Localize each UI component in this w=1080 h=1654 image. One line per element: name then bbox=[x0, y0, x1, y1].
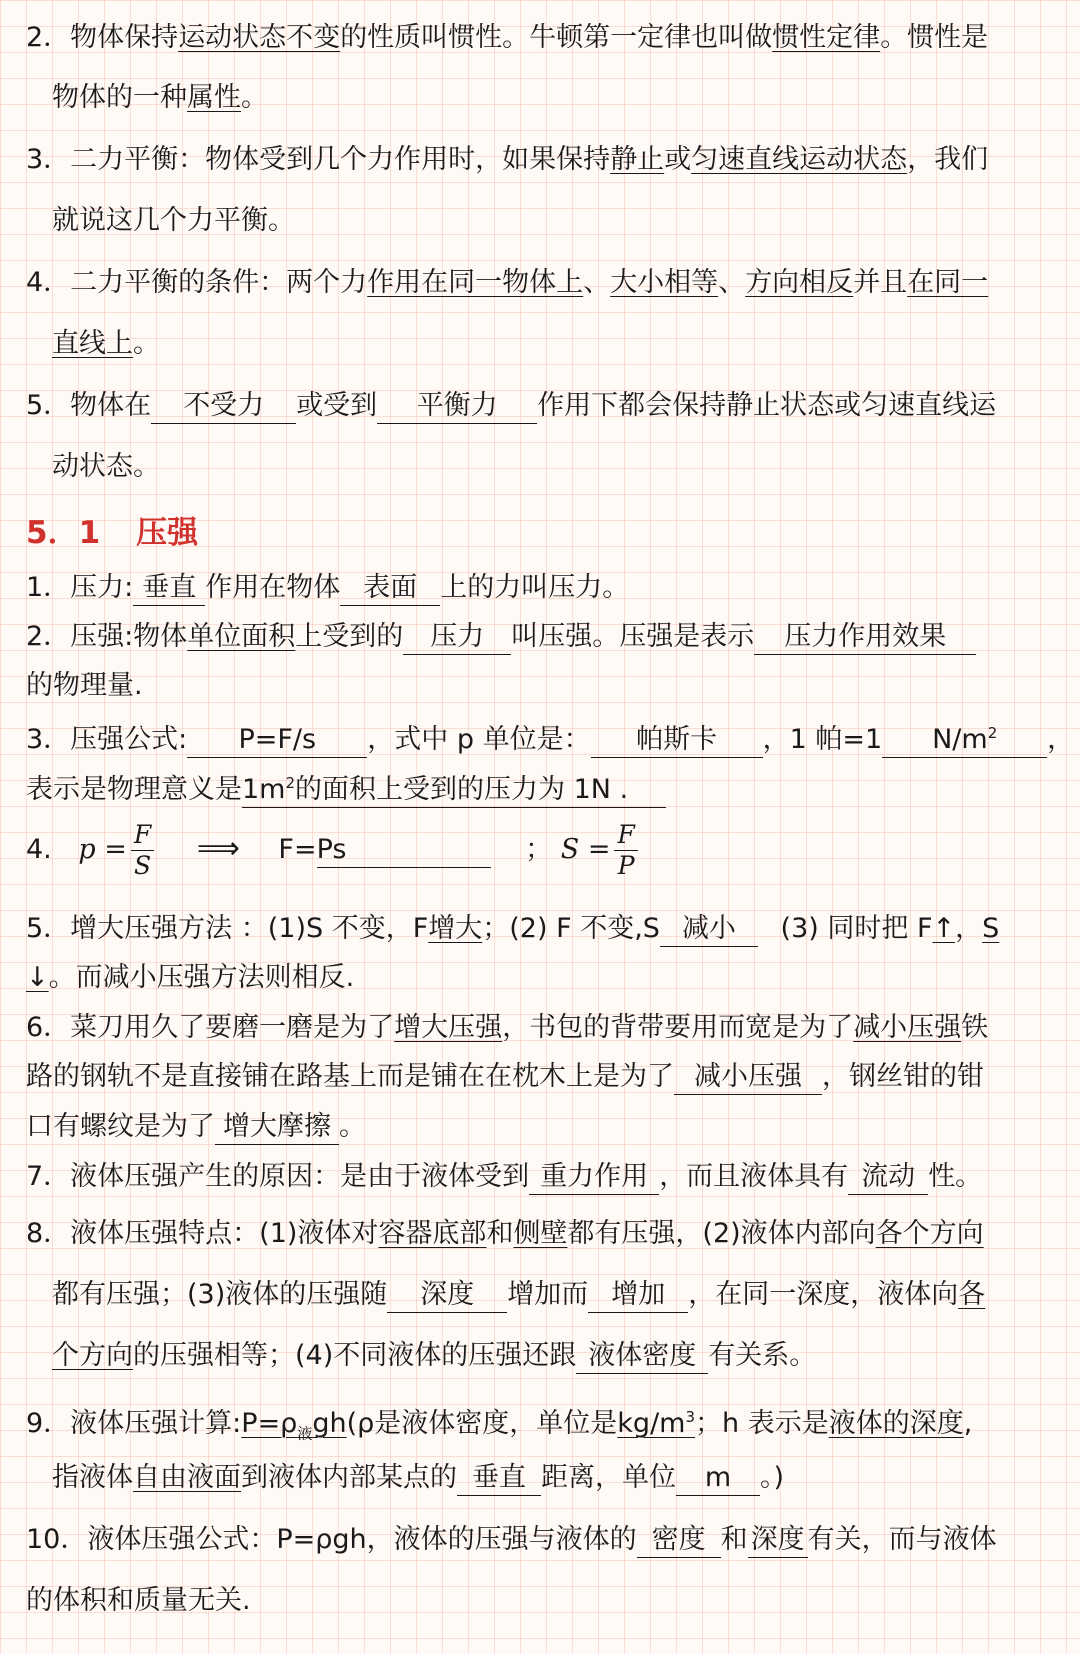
line-pascal-meaning bbox=[26, 766, 1054, 810]
text: 9．液体压强计算: bbox=[26, 1408, 242, 1439]
formula-part: P=ρ bbox=[241, 1408, 298, 1439]
underlined-text: 容器底部 bbox=[378, 1218, 487, 1249]
up-arrow-icon: ↑ bbox=[932, 913, 956, 944]
fill-blank: 垂直 bbox=[457, 1461, 541, 1496]
text: ，而且液体具有 bbox=[659, 1161, 849, 1192]
text: 都有压强；(3)液体的压强随 bbox=[52, 1279, 388, 1310]
text: 铁 bbox=[961, 1012, 989, 1043]
text: ；(2) F 不变,S bbox=[482, 913, 660, 944]
text: 就说这几个力平衡。 bbox=[52, 205, 295, 236]
text: 4. bbox=[26, 834, 52, 865]
text: 、 bbox=[583, 267, 611, 298]
subscript: 液 bbox=[297, 1424, 313, 1443]
text: 上受到的 bbox=[295, 621, 404, 652]
text: 和 bbox=[486, 1218, 514, 1249]
line-liquid-formula bbox=[26, 1520, 1054, 1560]
numerator: F bbox=[614, 820, 637, 851]
line-liquid-features-cont bbox=[52, 1275, 1054, 1315]
section-title: 压强 bbox=[136, 515, 199, 551]
line-liquid-cause bbox=[26, 1157, 1054, 1197]
fill-blank: 深度 bbox=[387, 1278, 507, 1313]
text: 和 bbox=[720, 1524, 748, 1555]
underlined-text: 作用在同一物体上 bbox=[367, 267, 584, 298]
text: 6．菜刀用久了要磨一磨是为了 bbox=[26, 1012, 395, 1043]
underlined-text: 匀速直线运动状态 bbox=[691, 144, 908, 175]
text: ，我们 bbox=[907, 144, 989, 175]
down-arrow-icon: ↓ bbox=[26, 962, 49, 993]
fill-blank: 压力作用效果 bbox=[754, 620, 976, 655]
line-increase-pressure bbox=[26, 909, 1054, 949]
text: 。 bbox=[241, 82, 268, 113]
text: 7．液体压强产生的原因：是由于液体受到 bbox=[26, 1161, 530, 1192]
line-pressure-definition bbox=[26, 617, 1054, 657]
line-formula-variants bbox=[26, 818, 1054, 880]
text: 都有压强，(2)液体内部向 bbox=[567, 1218, 876, 1249]
text: 的物理量. bbox=[26, 670, 143, 701]
text: 1．压力: bbox=[26, 572, 134, 603]
underlined-text: 个方向 bbox=[52, 1340, 133, 1371]
text: ，在同一深度，液体向 bbox=[688, 1279, 959, 1310]
line-balance-conditions bbox=[26, 263, 1054, 303]
text: ， bbox=[955, 913, 983, 944]
line-liquid-calc bbox=[26, 1397, 1054, 1453]
underlined-text: 液体的深度 bbox=[828, 1408, 964, 1439]
text: 的性质叫惯性。牛顿第一定律也叫做 bbox=[340, 22, 773, 53]
text: 动状态。 bbox=[52, 451, 160, 482]
text: (ρ是液体密度，单位是 bbox=[346, 1408, 618, 1439]
fill-blank: 减小压强 bbox=[674, 1060, 822, 1095]
unit-text: N/m bbox=[932, 724, 988, 755]
line-liquid-formula-cont bbox=[26, 1581, 1054, 1621]
line-liquid-features-cont2 bbox=[52, 1336, 1054, 1376]
section-heading bbox=[26, 511, 198, 555]
fill-blank: P=F/s bbox=[187, 723, 367, 758]
line-pressure-definition-cont bbox=[26, 666, 1054, 706]
text: 表示是物理意义是 bbox=[26, 774, 242, 805]
text: ，式中 p 单位是： bbox=[367, 724, 591, 755]
line-inertia-cont bbox=[52, 78, 1054, 118]
answer-text: 1m bbox=[242, 774, 286, 805]
implies-arrow-icon: ⟹ bbox=[196, 831, 240, 866]
text: 。) bbox=[760, 1462, 785, 1493]
underlined-text: 增大压强 bbox=[394, 1012, 503, 1043]
denominator: P bbox=[617, 851, 635, 880]
unit-text bbox=[617, 1408, 695, 1439]
text: , bbox=[963, 1408, 973, 1439]
line-liquid-features bbox=[26, 1214, 1054, 1254]
text: 。惯性是 bbox=[880, 22, 989, 53]
underlined-text: 在同一 bbox=[907, 267, 989, 298]
line-pressure-formula bbox=[26, 716, 1075, 760]
text: 的体积和质量无关. bbox=[26, 1585, 251, 1616]
text: 。 bbox=[133, 328, 160, 359]
text: 。 bbox=[339, 1111, 366, 1142]
text: 的压强相等；(4)不同液体的压强还跟 bbox=[133, 1340, 577, 1371]
text: F= bbox=[278, 834, 317, 865]
formula-lhs: p = bbox=[78, 834, 127, 865]
fraction bbox=[131, 820, 154, 881]
fill-blank: 增加 bbox=[588, 1278, 688, 1313]
underlined-text: S bbox=[982, 913, 1000, 944]
line-pressure-force bbox=[26, 568, 1054, 608]
fill-blank: 垂直 bbox=[133, 571, 205, 606]
text: 5．增大压强方法 ：(1)S 不变，F bbox=[26, 913, 429, 944]
superscript: 2 bbox=[987, 724, 998, 742]
line-examples bbox=[26, 1008, 1054, 1048]
text: 指液体 bbox=[52, 1462, 133, 1493]
text: 10．液体压强公式：P=ρgh，液体的压强与液体的 bbox=[26, 1524, 637, 1555]
line-balance-conditions-cont bbox=[52, 324, 1054, 364]
underlined-text: 减小压强 bbox=[853, 1012, 962, 1043]
text: 3．压强公式: bbox=[26, 724, 188, 755]
line-newton-first-cont bbox=[52, 447, 1054, 487]
underlined-text: 直线上 bbox=[52, 328, 133, 359]
formula-part: gh bbox=[312, 1408, 347, 1439]
line-balance bbox=[26, 140, 1054, 180]
underlined-text: 静止 bbox=[610, 144, 665, 175]
line-inertia bbox=[26, 18, 1054, 58]
fill-blank: 液体密度 bbox=[576, 1339, 708, 1374]
text: 有关，而与液体 bbox=[807, 1524, 997, 1555]
text: 或受到 bbox=[296, 390, 378, 421]
underlined-text: 单位面积 bbox=[187, 621, 296, 652]
text: 2．物体保持 bbox=[26, 22, 179, 53]
fill-blank: 帕斯卡 bbox=[591, 723, 763, 758]
fill-blank bbox=[242, 766, 666, 808]
line-liquid-calc-cont bbox=[52, 1458, 1054, 1498]
text: 、 bbox=[718, 267, 746, 298]
fraction bbox=[614, 820, 637, 881]
fill-blank: 平衡力 bbox=[377, 389, 537, 424]
underlined-text: 惯性定律 bbox=[772, 22, 881, 53]
fill-blank: m bbox=[676, 1461, 760, 1496]
text: ； bbox=[525, 834, 553, 865]
text: ，钢丝钳的钳 bbox=[822, 1061, 984, 1092]
text: 到液体内部某点的 bbox=[241, 1462, 457, 1493]
superscript: 2 bbox=[285, 774, 296, 792]
unit-part: kg/m bbox=[617, 1408, 686, 1439]
text: 性。 bbox=[928, 1161, 983, 1192]
fill-blank bbox=[882, 716, 1047, 758]
fill-blank: 重力作用 bbox=[529, 1160, 659, 1195]
text: 或 bbox=[664, 144, 692, 175]
text: 5．物体在 bbox=[26, 390, 152, 421]
text: ；h 表示是 bbox=[695, 1408, 829, 1439]
line-increase-pressure-cont bbox=[26, 958, 1054, 998]
fill-blank: 减小 bbox=[660, 912, 758, 947]
text: 并且 bbox=[853, 267, 908, 298]
text: 上的力叫压力。 bbox=[440, 572, 630, 603]
text: ，书包的背带要用而宽是为了 bbox=[502, 1012, 854, 1043]
underlined-text: 运动状态不变 bbox=[178, 22, 341, 53]
formula-text bbox=[241, 1408, 347, 1443]
underlined-text: 侧壁 bbox=[513, 1218, 568, 1249]
line-newton-first bbox=[26, 386, 1054, 426]
text: 作用在物体 bbox=[205, 572, 341, 603]
fill-blank: 深度 bbox=[748, 1523, 808, 1558]
fill-blank: 表面 bbox=[340, 571, 440, 606]
denominator: S bbox=[133, 851, 152, 880]
fill-blank: Ps bbox=[317, 833, 491, 868]
superscript: 3 bbox=[685, 1408, 696, 1426]
text: 3．二力平衡：物体受到几个力作用时，如果保持 bbox=[26, 144, 611, 175]
fill-blank: 流动 bbox=[848, 1160, 928, 1195]
text: 叫压强。压强是表示 bbox=[511, 621, 755, 652]
answer-text: 的面积上受到的压力为 1N . bbox=[295, 774, 629, 805]
text: 8．液体压强特点：(1)液体对 bbox=[26, 1218, 379, 1249]
text: 物体的一种 bbox=[52, 82, 187, 113]
text: 距离，单位 bbox=[541, 1462, 676, 1493]
text: ， bbox=[1047, 724, 1075, 755]
formula-lhs: S = bbox=[560, 834, 611, 865]
text: 。而减小压强方法则相反. bbox=[48, 962, 355, 993]
fill-blank: 不受力 bbox=[151, 389, 296, 424]
fill-blank: 增大摩擦 bbox=[215, 1110, 339, 1145]
fill-blank: 密度 bbox=[637, 1523, 721, 1558]
text: (3) 同时把 F bbox=[780, 913, 933, 944]
underlined-text: 增大 bbox=[428, 913, 483, 944]
numerator: F bbox=[131, 820, 154, 851]
fill-blank: 压力 bbox=[403, 620, 511, 655]
text: 有关系。 bbox=[708, 1340, 817, 1371]
section-number: 5．1 bbox=[26, 515, 101, 551]
underlined-text: 方向相反 bbox=[745, 267, 854, 298]
underlined-text: 各个方向 bbox=[875, 1218, 984, 1249]
text: 作用下都会保持静止状态或匀速直线运 bbox=[537, 390, 997, 421]
text: 路的钢轨不是直接铺在路基上而是铺在在枕木上是为了 bbox=[26, 1061, 674, 1092]
underlined-text: 各 bbox=[958, 1279, 986, 1310]
line-examples-cont2 bbox=[26, 1107, 1054, 1147]
underlined-text: 自由液面 bbox=[133, 1462, 241, 1493]
line-balance-cont bbox=[52, 201, 1054, 241]
text: ，1 帕=1 bbox=[762, 724, 883, 755]
text: 增加而 bbox=[507, 1279, 589, 1310]
text: 4．二力平衡的条件：两个力 bbox=[26, 267, 368, 298]
underlined-text: 属性 bbox=[187, 82, 241, 113]
line-examples-cont bbox=[26, 1057, 1054, 1097]
text: 2．压强:物体 bbox=[26, 621, 188, 652]
underlined-text: 大小相等 bbox=[610, 267, 719, 298]
text: 口有螺纹是为了 bbox=[26, 1111, 215, 1142]
